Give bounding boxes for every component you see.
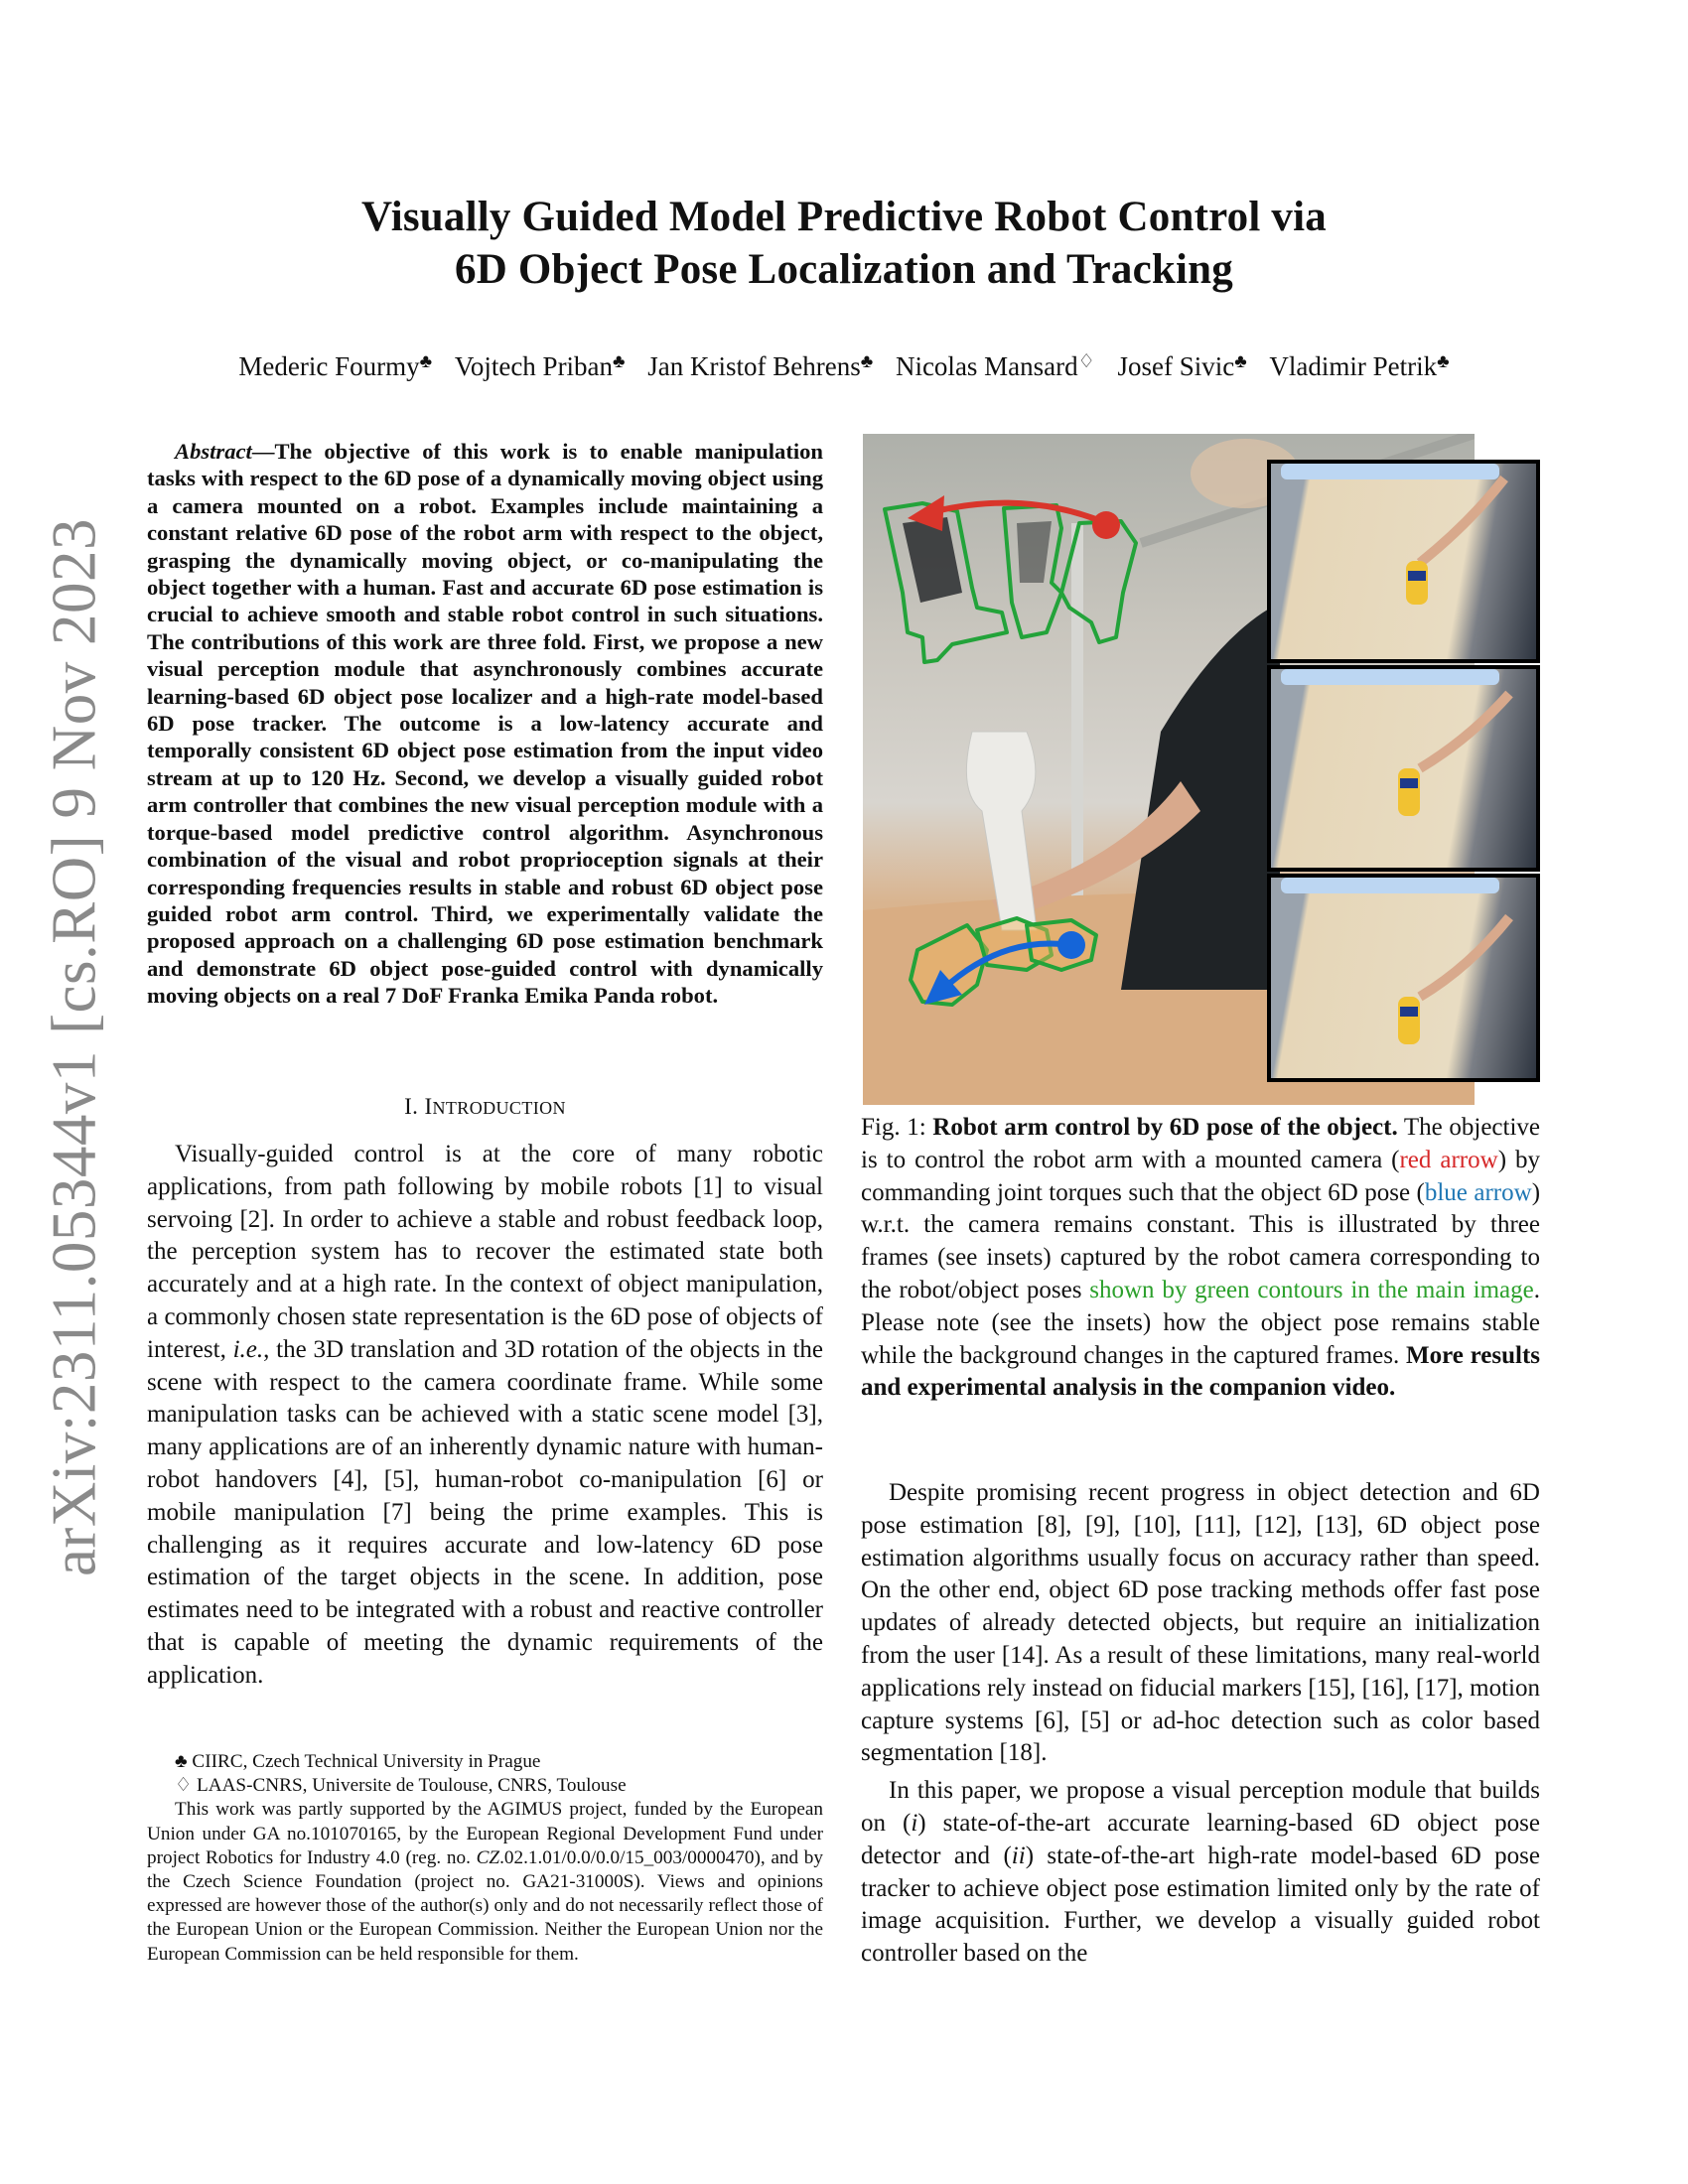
paragraph-related-work: Despite promising recent progress in object detection and 6D pose estimation [8], [9], [10], [11], [12], [13], 6D object pose estimation algorithms usually focus on accuracy rather than speed. On the other end, object 6D pose tracking methods offer fast pose updates of already detected objects, but require an initialization from the user [14]. As a result of these limitations, many real-world applications rely instead on fiducial markers [15], [16], [17], motion capture systems [6], [5] or ad-hoc detection such as color based segmentation [18]. [861, 1479, 1540, 1767]
title-line-1: Visually Guided Model Predictive Robot Control via [361, 194, 1327, 240]
caption-prefix: Fig. 1: [861, 1114, 933, 1141]
club-affiliation-icon: ♣ [1437, 351, 1450, 372]
para-enum-i: i [911, 1809, 918, 1837]
caption-video-note: More results and experimental analysis in the companion video. [861, 1341, 1541, 1402]
diamond-icon: ♢ [175, 1775, 193, 1797]
club-affiliation-icon: ♣ [419, 351, 433, 372]
author-name: Vladimir Petrik [1269, 351, 1438, 381]
para-text: ) state-of-the-art high-rate model-based 6D pose tracker to achieve object pose estimation limited only by the rate of image acquisition. Further, we develop a visually guided robot controller based on the [861, 1842, 1540, 1968]
author-name: Jan Kristof Behrens [647, 351, 861, 381]
author-name: Mederic Fourmy [238, 351, 420, 381]
abstract-label: Abstract [175, 439, 252, 464]
caption-text: ) w.r.t. the camera remains constant. This is illustrated by three frames (see insets) captured by the robot camera corresponding to the robot/object poses [861, 1178, 1541, 1303]
diamond-affiliation-icon: ♢ [1077, 351, 1095, 372]
inset-frame-2 [1267, 665, 1540, 872]
inset-camera-view [1271, 464, 1536, 659]
right-column-body [861, 1477, 1540, 1971]
blue-arrow-start-icon [1057, 931, 1085, 959]
red-arrow-start-icon [1092, 511, 1120, 539]
intro-ie: i.e. [232, 1335, 264, 1363]
club-icon: ♣ [175, 1751, 188, 1772]
inset-scene-illustration [1271, 878, 1536, 1078]
arxiv-identifier: arXiv:2311.05344v1 [cs.RO] 9 Nov 2023 [39, 517, 109, 1577]
caption-blue-arrow: blue arrow [1424, 1178, 1532, 1206]
abstract-text: The objective of this work is to enable manipulation tasks with respect to the 6D pose of a dynamically moving object using a camera mounted on a robot. Examples include maintaining a constant relative 6D pose of the robot arm with respect to the object, grasping the dynamically moving object, or co-manipulating the object together with a human. Fast and accurate 6D pose estimation is crucial to achieve smooth and stable robot control in such situations. The contributions of this work are three fold. First, we propose a new visual perception module that asynchronously combines accurate learning-based 6D object pose localizer and a high-rate model-based 6D pose tracker. The outcome is a low-latency accurate and temporally consistent 6D object pose estimation from the input video stream at up to 120 Hz. Second, we develop a visually guided robot arm controller that combines the new visual perception module with a torque-based model predictive control algorithm. Asynchronous combination of the visual and robot proprioception signals at their corresponding frequencies results in stable and robust 6D object pose guided robot arm control. Third, we experimentally validate the proposed approach on a challenging 6D pose estimation benchmark and demonstrate 6D object pose-guided control with dynamically moving objects on a real 7 DoF Franka Emika Panda robot. [147, 439, 823, 1009]
paragraph-contribution [861, 1775, 1540, 1971]
title-line-2: 6D Object Pose Localization and Tracking [455, 246, 1233, 293]
intro-text-cont: , the 3D translation and 3D rotation of the objects in the scene with respect to the camera coordinate frame. While some manipulation tasks can be achieved with a static scene model [3], many applications are of an inherently dynamic nature with human-robot handovers [4], [5], human-robot co-manipulation [6] or mobile manipulation [7] being the prime examples. This is challenging as it requires accurate and low-latency 6D pose estimation of the target objects in the scene. In addition, pose estimates need to be integrated with a robust and reactive controller that is capable of meeting the dynamic requirements of the application. [147, 1335, 824, 1689]
inset-scene-illustration [1271, 464, 1536, 659]
section-heading-introduction [147, 1092, 823, 1123]
affiliation-text: CIIRC, Czech Technical University in Prague [192, 1751, 541, 1772]
author-name: Vojtech Priban [454, 351, 614, 381]
club-affiliation-icon: ♣ [1234, 351, 1247, 372]
figure-1 [863, 434, 1540, 1105]
section-number: I. [404, 1094, 419, 1119]
caption-title: Robot arm control by 6D pose of the object. [932, 1114, 1398, 1141]
author-name: Josef Sivic [1117, 351, 1235, 381]
author [238, 351, 432, 381]
author [1269, 351, 1449, 381]
inset-frame-1 [1267, 460, 1540, 663]
author-name: Nicolas Mansard [895, 351, 1078, 381]
red-arrow-path [927, 503, 1106, 523]
footnotes [147, 1750, 823, 1967]
affiliation-text: LAAS-CNRS, Universite de Toulouse, CNRS, Toulouse [197, 1775, 627, 1797]
club-affiliation-icon: ♣ [860, 351, 874, 372]
inset-scene-illustration [1271, 669, 1536, 868]
para-enum-ii: ii [1011, 1842, 1026, 1869]
author-list [0, 345, 1688, 383]
funding-reg: CZ [476, 1846, 500, 1868]
caption-red-arrow: red arrow [1399, 1146, 1498, 1173]
arxiv-stamp [30, 517, 119, 1577]
funding-text: This work was partly supported by the AGIMUS project, funded by the European Union under GA no.101070165, by the European Regional Development Fund under project Robotics for Industry 4.0 (reg. no. [147, 1799, 823, 1868]
section-title-initial: I [424, 1094, 433, 1119]
paper-title [0, 191, 1688, 296]
funding-note [147, 1798, 823, 1966]
para-text: In this paper, we propose a visual perception module that builds on ( [861, 1777, 1540, 1837]
para-text: ) state-of-the-art accurate learning-based 6D object pose detector and ( [861, 1809, 1540, 1869]
abstract-dash: — [251, 439, 275, 464]
inset-camera-view [1271, 878, 1536, 1078]
affiliation-ciirc [147, 1750, 823, 1774]
author [647, 351, 873, 381]
figure-1-caption [861, 1112, 1540, 1405]
author [896, 351, 1095, 381]
club-affiliation-icon: ♣ [613, 351, 626, 372]
author [455, 351, 626, 381]
author [1117, 351, 1246, 381]
caption-text: The objective is to control the robot arm with a mounted camera ( [861, 1114, 1540, 1173]
inset-camera-view [1271, 669, 1536, 868]
section-title-rest: NTRODUCTION [432, 1098, 566, 1118]
affiliation-laas [147, 1774, 823, 1798]
caption-text: . Please note (see the insets) how the object pose remains stable while the background changes in the captured frames. [861, 1276, 1540, 1369]
introduction-paragraph [147, 1139, 823, 1693]
abstract [147, 438, 823, 1010]
funding-text-cont: .02.1.01/0.0/0.0/15_003/0000470), and by the Czech Science Foundation (project no. GA21-31000S). Views and opinions expressed are however those of the author(s) only and do not necessarily reflect those of the European Union or the European Commission. Neither the European Union nor the European Commission can be held responsible for them. [147, 1846, 823, 1965]
caption-text: ) by commanding joint torques such that the object 6D pose ( [861, 1146, 1540, 1206]
inset-frame-3 [1267, 874, 1540, 1082]
intro-text: Visually-guided control is at the core of many robotic applications, from path following by mobile robots [1] to visual servoing [2]. In order to achieve a stable and robust feedback loop, the perception system has to recover the estimated state both accurately and at a high rate. In the context of object manipulation, a commonly chosen state representation is the 6D pose of objects of interest, [147, 1141, 823, 1363]
caption-green-contours: shown by green contours in the main image [1089, 1276, 1534, 1303]
